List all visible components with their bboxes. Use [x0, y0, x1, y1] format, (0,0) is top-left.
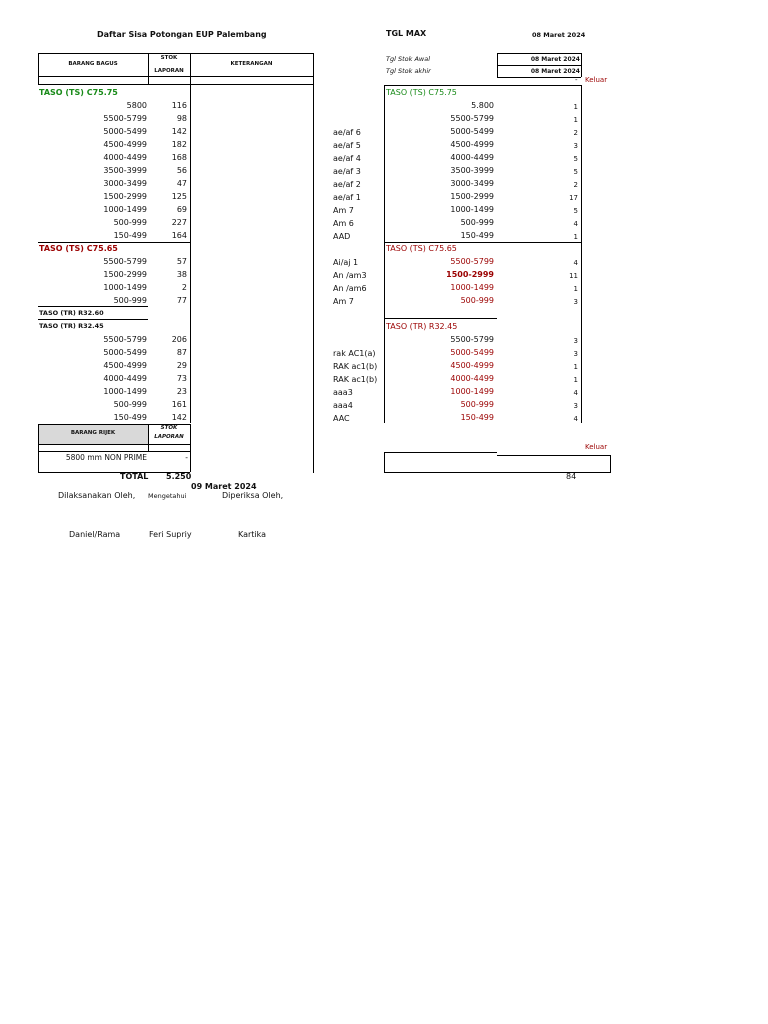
page-title: Daftar Sisa Potongan EUP Palembang	[97, 30, 267, 39]
keterangan-cell: rak AC1(a)	[333, 349, 376, 358]
keterangan-cell: RAK ac1(b)	[333, 362, 378, 371]
size-range: 150-499	[113, 413, 147, 422]
stock-qty: 73	[176, 374, 187, 383]
size-range: 150-499	[113, 231, 147, 240]
size-range: 3500-3999	[103, 166, 147, 175]
keterangan-cell: An /am3	[333, 271, 367, 280]
signature-name-3: Kartika	[238, 530, 267, 539]
size-range: 5500-5799	[450, 257, 494, 266]
keluar-qty: 3	[573, 298, 578, 306]
size-range: 5500-5799	[103, 257, 147, 266]
keterangan-cell: AAD	[333, 232, 351, 241]
non-prime-value: -	[185, 453, 188, 462]
col-stok: STOK	[160, 55, 178, 61]
stok-awal-value: 08 Maret 2024	[530, 56, 580, 63]
keluar-qty: 1	[573, 116, 578, 124]
size-range: 5800	[126, 101, 147, 110]
keluar-qty: 4	[573, 415, 578, 423]
group-heading: TASO (TS) C75.75	[39, 88, 118, 97]
size-range: 5500-5799	[450, 114, 494, 123]
size-range: 5000-5499	[103, 348, 147, 357]
keluar-qty: 3	[573, 350, 578, 358]
size-range: 5.800	[471, 101, 494, 110]
size-range: 4000-4499	[103, 374, 147, 383]
rijek-stok: STOK	[160, 425, 178, 431]
keterangan-cell: AAC	[333, 414, 350, 423]
stock-qty: 29	[176, 361, 187, 370]
stock-qty: 125	[171, 192, 187, 201]
group-heading: TASO (TS) C75.75	[386, 88, 457, 97]
size-range: 1000-1499	[103, 283, 147, 292]
stock-qty: 142	[171, 413, 187, 422]
stok-akhir-label: Tgl Stok akhir	[386, 67, 431, 75]
size-range: 1500-2999	[103, 192, 147, 201]
col-barang-bagus: BARANG BAGUS	[68, 61, 118, 67]
size-range: 4000-4499	[103, 153, 147, 162]
col-keterangan: KETERANGAN	[230, 61, 273, 67]
size-range: 500-999	[113, 400, 147, 409]
keterangan-cell: ae/af 3	[333, 167, 361, 176]
keluar-qty: 4	[573, 259, 578, 267]
keterangan-cell: RAK ac1(b)	[333, 375, 378, 384]
keluar-qty: 2	[573, 129, 578, 137]
keluar-qty: 2	[573, 181, 578, 189]
size-range: 1500-2999	[103, 270, 147, 279]
size-range: 500-999	[113, 296, 147, 305]
stock-qty: 206	[171, 335, 187, 344]
stock-qty: 56	[176, 166, 187, 175]
size-range: 500-999	[460, 218, 494, 227]
stock-qty: 116	[171, 101, 187, 110]
stock-qty: 168	[171, 153, 187, 162]
size-range: 5000-5499	[450, 127, 494, 136]
stock-qty: 182	[171, 140, 187, 149]
stock-qty: 164	[171, 231, 187, 240]
size-range: 4500-4999	[450, 140, 494, 149]
keluar-qty: 17	[569, 194, 578, 202]
stock-qty: 47	[176, 179, 187, 188]
keluar-qty: 5	[573, 168, 578, 176]
stock-qty: 77	[176, 296, 187, 305]
diperiksa-label: Diperiksa Oleh,	[222, 491, 284, 500]
total-value: 5.250	[166, 472, 192, 481]
stock-qty: 23	[176, 387, 187, 396]
keluar-qty: 1	[573, 363, 578, 371]
keterangan-cell: Am 6	[333, 219, 354, 228]
size-range: 3500-3999	[450, 166, 494, 175]
keluar-qty: 3	[573, 402, 578, 410]
keterangan-cell: Am 7	[333, 206, 354, 215]
size-range: 150-499	[460, 413, 494, 422]
group-heading: TASO (TR) R32.45	[39, 322, 104, 330]
keterangan-cell: aaa3	[333, 388, 353, 397]
keterangan-cell: Am 7	[333, 297, 354, 306]
rijek-laporan: LAPORAN	[154, 434, 184, 440]
size-range: 4000-4499	[450, 153, 494, 162]
col-barang-rijek: BARANG RIJEK	[70, 430, 116, 436]
size-range: 500-999	[460, 296, 494, 305]
size-range: 5500-5799	[103, 335, 147, 344]
size-range: 5500-5799	[103, 114, 147, 123]
keterangan-cell: ae/af 2	[333, 180, 361, 189]
keluar-qty: 1	[573, 103, 578, 111]
stock-qty: 161	[171, 400, 187, 409]
keluar-qty: 5	[573, 155, 578, 163]
keluar-qty: 1	[573, 376, 578, 384]
keterangan-cell: ae/af 5	[333, 141, 361, 150]
size-range: 3000-3499	[103, 179, 147, 188]
stock-qty: 98	[176, 114, 187, 123]
keterangan-cell: aaa4	[333, 401, 353, 410]
signature-name-2: Feri Supriy	[149, 530, 192, 539]
size-range: 5500-5799	[450, 335, 494, 344]
group-heading: TASO (TS) C75.65	[39, 244, 118, 253]
keluar-qty: 4	[573, 220, 578, 228]
keluar-qty: 3	[573, 142, 578, 150]
keluar-qty: 1	[573, 233, 578, 241]
keterangan-cell: An /am6	[333, 284, 367, 293]
keterangan-cell: ae/af 6	[333, 128, 361, 137]
size-range: 5000-5499	[450, 348, 494, 357]
size-range: 500-999	[460, 400, 494, 409]
size-range: 150-499	[460, 231, 494, 240]
stock-qty: 142	[171, 127, 187, 136]
size-range: 1000-1499	[103, 387, 147, 396]
group-heading: TASO (TR) R32.45	[386, 322, 458, 331]
mengetahui-label: Mengetahui	[148, 492, 187, 500]
size-range: 4000-4499	[450, 374, 494, 383]
stok-akhir-value: 08 Maret 2024	[530, 68, 580, 75]
size-range: 4500-4999	[450, 361, 494, 370]
size-range: 4500-4999	[103, 140, 147, 149]
size-range: 4500-4999	[103, 361, 147, 370]
size-range: 3000-3499	[450, 179, 494, 188]
keterangan-cell: ae/af 1	[333, 193, 361, 202]
size-range: 1500-2999	[446, 270, 494, 279]
stock-qty: 69	[176, 205, 187, 214]
stok-awal-label: Tgl Stok Awal	[386, 55, 431, 63]
size-range: 500-999	[113, 218, 147, 227]
size-range: 1500-2999	[450, 192, 494, 201]
keluar-qty: 1	[573, 285, 578, 293]
keluar-qty: 3	[573, 337, 578, 345]
size-range: 1000-1499	[450, 205, 494, 214]
tgl-max-label: TGL MAX	[386, 29, 427, 38]
col-laporan: LAPORAN	[154, 68, 184, 74]
stock-qty: 38	[176, 270, 187, 279]
stock-qty: 87	[176, 348, 187, 357]
size-range: 1000-1499	[103, 205, 147, 214]
group-heading: TASO (TR) R32.60	[39, 309, 104, 317]
total-label: TOTAL	[120, 472, 149, 481]
stock-qty: 227	[171, 218, 187, 227]
group-heading: TASO (TS) C75.65	[386, 244, 457, 253]
non-prime-label: 5800 mm NON PRIME	[65, 453, 147, 462]
total-right-value: 84	[566, 472, 577, 481]
keluar-qty: 4	[573, 389, 578, 397]
size-range: 1000-1499	[450, 283, 494, 292]
tgl-max-value: 08 Maret 2024	[532, 31, 586, 39]
dash: -	[575, 76, 578, 84]
keterangan-cell: ae/af 4	[333, 154, 361, 163]
keluar-qty: 5	[573, 207, 578, 215]
stock-qty: 2	[181, 283, 187, 292]
footer-date: 09 Maret 2024	[191, 482, 257, 491]
size-range: 1000-1499	[450, 387, 494, 396]
stock-qty: 57	[176, 257, 187, 266]
size-range: 5000-5499	[103, 127, 147, 136]
dilaksanakan-label: Dilaksanakan Oleh,	[58, 491, 136, 500]
keterangan-cell: Ai/aj 1	[333, 258, 359, 267]
keluar-qty: 11	[569, 272, 578, 280]
keluar-label-2: Keluar	[585, 443, 608, 451]
keluar-label: Keluar	[585, 76, 608, 84]
signature-name-1: Daniel/Rama	[69, 530, 121, 539]
